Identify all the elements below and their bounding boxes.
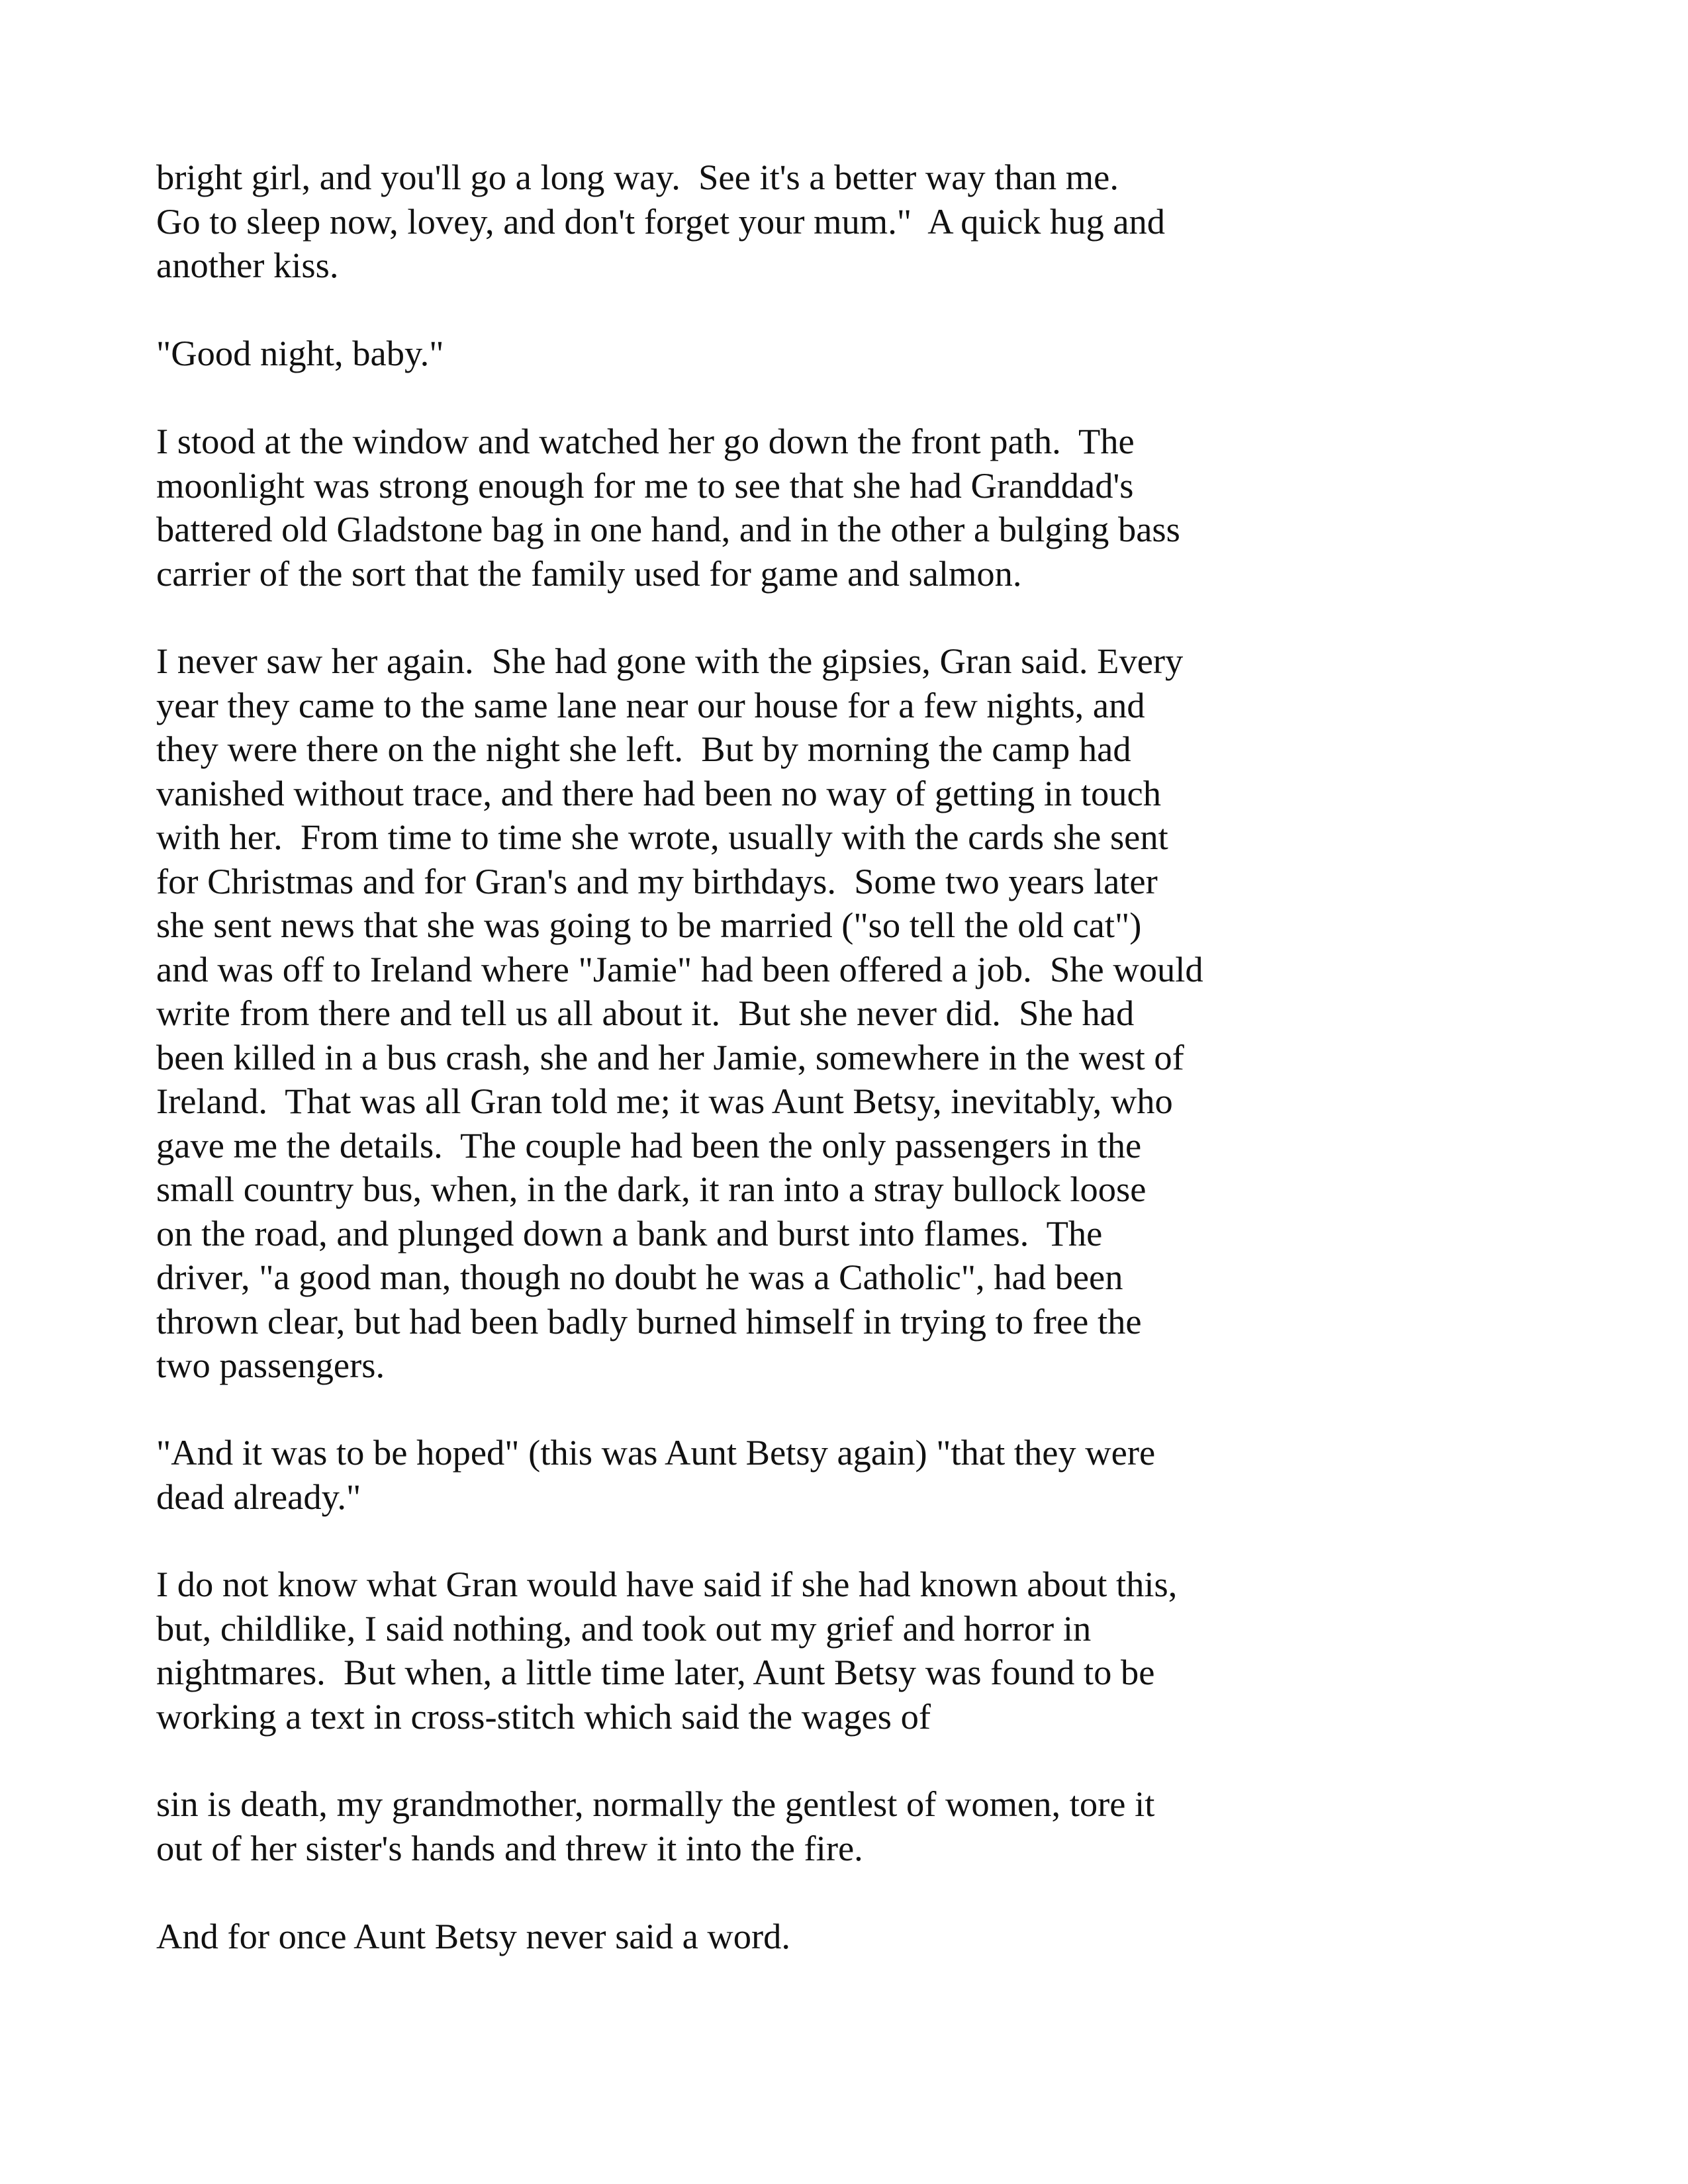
paragraph: I do not know what Gran would have said if she had known about this, but, childlike, I said nothing, and took out my grief and horror in nightmares. But when, a little time later, Aunt Betsy was found to be working a text in cross-stitch which said the wages of [156,1564,1178,1737]
paragraph: And for once Aunt Betsy never said a word. [156,1916,791,1956]
paragraph: sin is death, my grandmother, normally the gentlest of women, tore it out of her sister's hands and threw it into the fire. [156,1784,1155,1868]
paragraph: bright girl, and you'll go a long way. See it's a better way than me. Go to sleep now, lovey, and don't forget your mum." A quick hug and another kiss. [156,157,1166,285]
paragraph: I never saw her again. She had gone with the gipsies, Gran said. Every year they came to the same lane near our house for a few nights, and they were there on the night she left. But by morning the camp had vanished without trace, and there had been no way of getting in touch with her. From time to time she wrote, usually with the cards she sent for Christmas and for Gran's and my birthdays. Some two years later she sent news that she was going to be married ("so tell the old cat") and was off to Ireland where "Jamie" had been offered a job. She would write from there and tell us all about it. But she never did. She had been killed in a bus crash, she and her Jamie, somewhere in the west of Ireland. That was all Gran told me; it was Aunt Betsy, inevitably, who gave me the details. The couple had been the only passengers in the small country bus, when, in the dark, it ran into a stray bullock loose on the road, and plunged down a bank and burst into flames. The driver, "a good man, though no doubt he was a Catholic", had been thrown clear, but had been badly burned himself in trying to free the two passengers. [156,641,1203,1385]
paragraph: "And it was to be hoped" (this was Aunt Betsy again) "that they were dead already." [156,1432,1156,1517]
paragraph: "Good night, baby." [156,333,444,373]
paragraph: I stood at the window and watched her go down the front path. The moonlight was strong enough for me to see that she had Granddad's battered old Gladstone bag in one hand, and in the other a bulging bass carrier of the sort that the family used for game and salmon. [156,421,1180,594]
